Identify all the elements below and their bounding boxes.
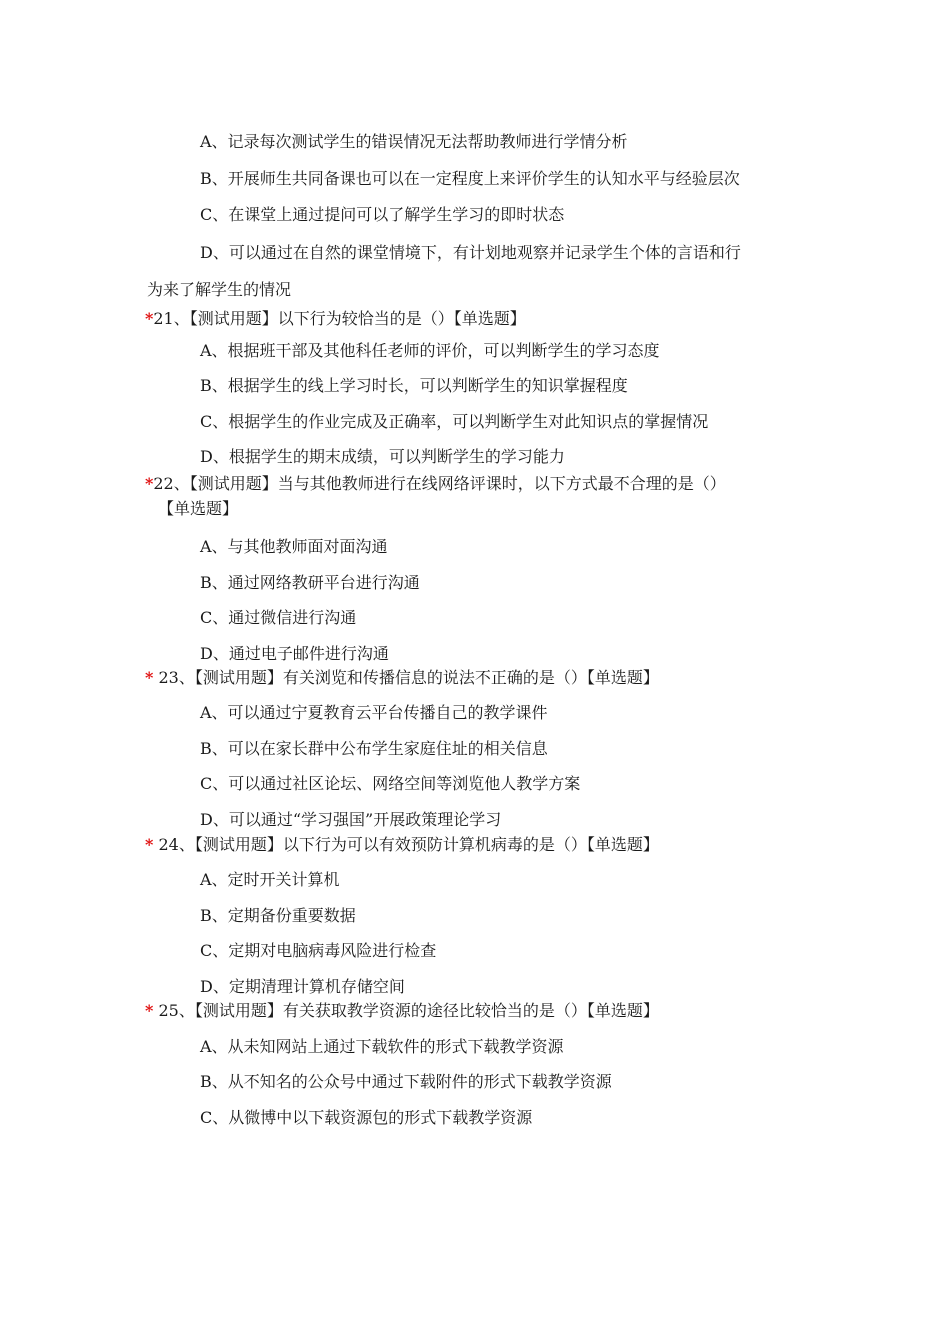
q24-stem-line xyxy=(145,834,659,856)
q24-stem: 24、【测试用题】以下行为可以有效预防计算机病毒的是（）【单选题】 xyxy=(153,835,659,854)
required-star-icon: * xyxy=(145,1001,154,1020)
required-star-icon: * xyxy=(145,474,154,493)
q25-stem: 25、【测试用题】有关获取教学资源的途径比较恰当的是（）【单选题】 xyxy=(153,1001,659,1020)
q21-stem-line xyxy=(145,308,526,330)
q23-stem: 23、【测试用题】有关浏览和传播信息的说法不正确的是（）【单选题】 xyxy=(153,668,659,687)
q25-stem-line xyxy=(145,1000,659,1022)
q22-option-c: C、通过微信进行沟通 xyxy=(200,608,357,627)
q22-option-b: B、通过网络教研平台进行沟通 xyxy=(200,573,420,592)
q24-option-b: B、定期备份重要数据 xyxy=(200,906,356,925)
q20-option-b: B、开展师生共同备课也可以在一定程度上来评价学生的认知水平与经验层次 xyxy=(200,169,740,188)
q23-option-b: B、可以在家长群中公布学生家庭住址的相关信息 xyxy=(200,739,548,758)
q25-option-c: C、从微博中以下载资源包的形式下载教学资源 xyxy=(200,1108,533,1127)
q21-option-d: D、根据学生的期末成绩，可以判断学生的学习能力 xyxy=(200,447,565,466)
q21-stem: 21、【测试用题】以下行为较恰当的是（）【单选题】 xyxy=(153,309,526,328)
q25-option-b: B、从不知名的公众号中通过下载附件的形式下载教学资源 xyxy=(200,1072,612,1091)
q22-stem-continuation: 【单选题】 xyxy=(158,499,239,518)
q22-option-d: D、通过电子邮件进行沟通 xyxy=(200,644,389,663)
q22-option-a: A、与其他教师面对面沟通 xyxy=(200,537,388,556)
q23-stem-line xyxy=(145,667,659,689)
required-star-icon: * xyxy=(145,668,154,687)
q20-option-c: C、在课堂上通过提问可以了解学生学习的即时状态 xyxy=(200,205,565,224)
q24-option-d: D、定期清理计算机存储空间 xyxy=(200,977,405,996)
q23-option-c: C、可以通过社区论坛、网络空间等浏览他人教学方案 xyxy=(200,774,581,793)
q23-option-d: D、可以通过“学习强国”开展政策理论学习 xyxy=(200,810,502,829)
q23-option-a: A、可以通过宁夏教育云平台传播自己的教学课件 xyxy=(200,703,548,722)
q21-option-c: C、根据学生的作业完成及正确率，可以判断学生对此知识点的掌握情况 xyxy=(200,412,709,431)
q21-option-a: A、根据班干部及其他科任老师的评价，可以判断学生的学习态度 xyxy=(200,341,660,360)
required-star-icon: * xyxy=(145,309,154,328)
q24-option-c: C、定期对电脑病毒风险进行检查 xyxy=(200,941,437,960)
q25-option-a: A、从未知网站上通过下载软件的形式下载教学资源 xyxy=(200,1037,564,1056)
q22-stem: 22、【测试用题】当与其他教师进行在线网络评课时，以下方式最不合理的是（） xyxy=(153,474,726,493)
q21-option-b: B、根据学生的线上学习时长，可以判断学生的知识掌握程度 xyxy=(200,376,628,395)
q22-stem-line xyxy=(145,473,726,495)
required-star-icon: * xyxy=(145,835,154,854)
q20-option-d-continuation: 为来了解学生的情况 xyxy=(147,280,292,299)
q20-option-a: A、记录每次测试学生的错误情况无法帮助教师进行学情分析 xyxy=(200,132,628,151)
q24-option-a: A、定时开关计算机 xyxy=(200,870,340,889)
q20-option-d: D、可以通过在自然的课堂情境下，有计划地观察并记录学生个体的言语和行 xyxy=(200,243,741,262)
